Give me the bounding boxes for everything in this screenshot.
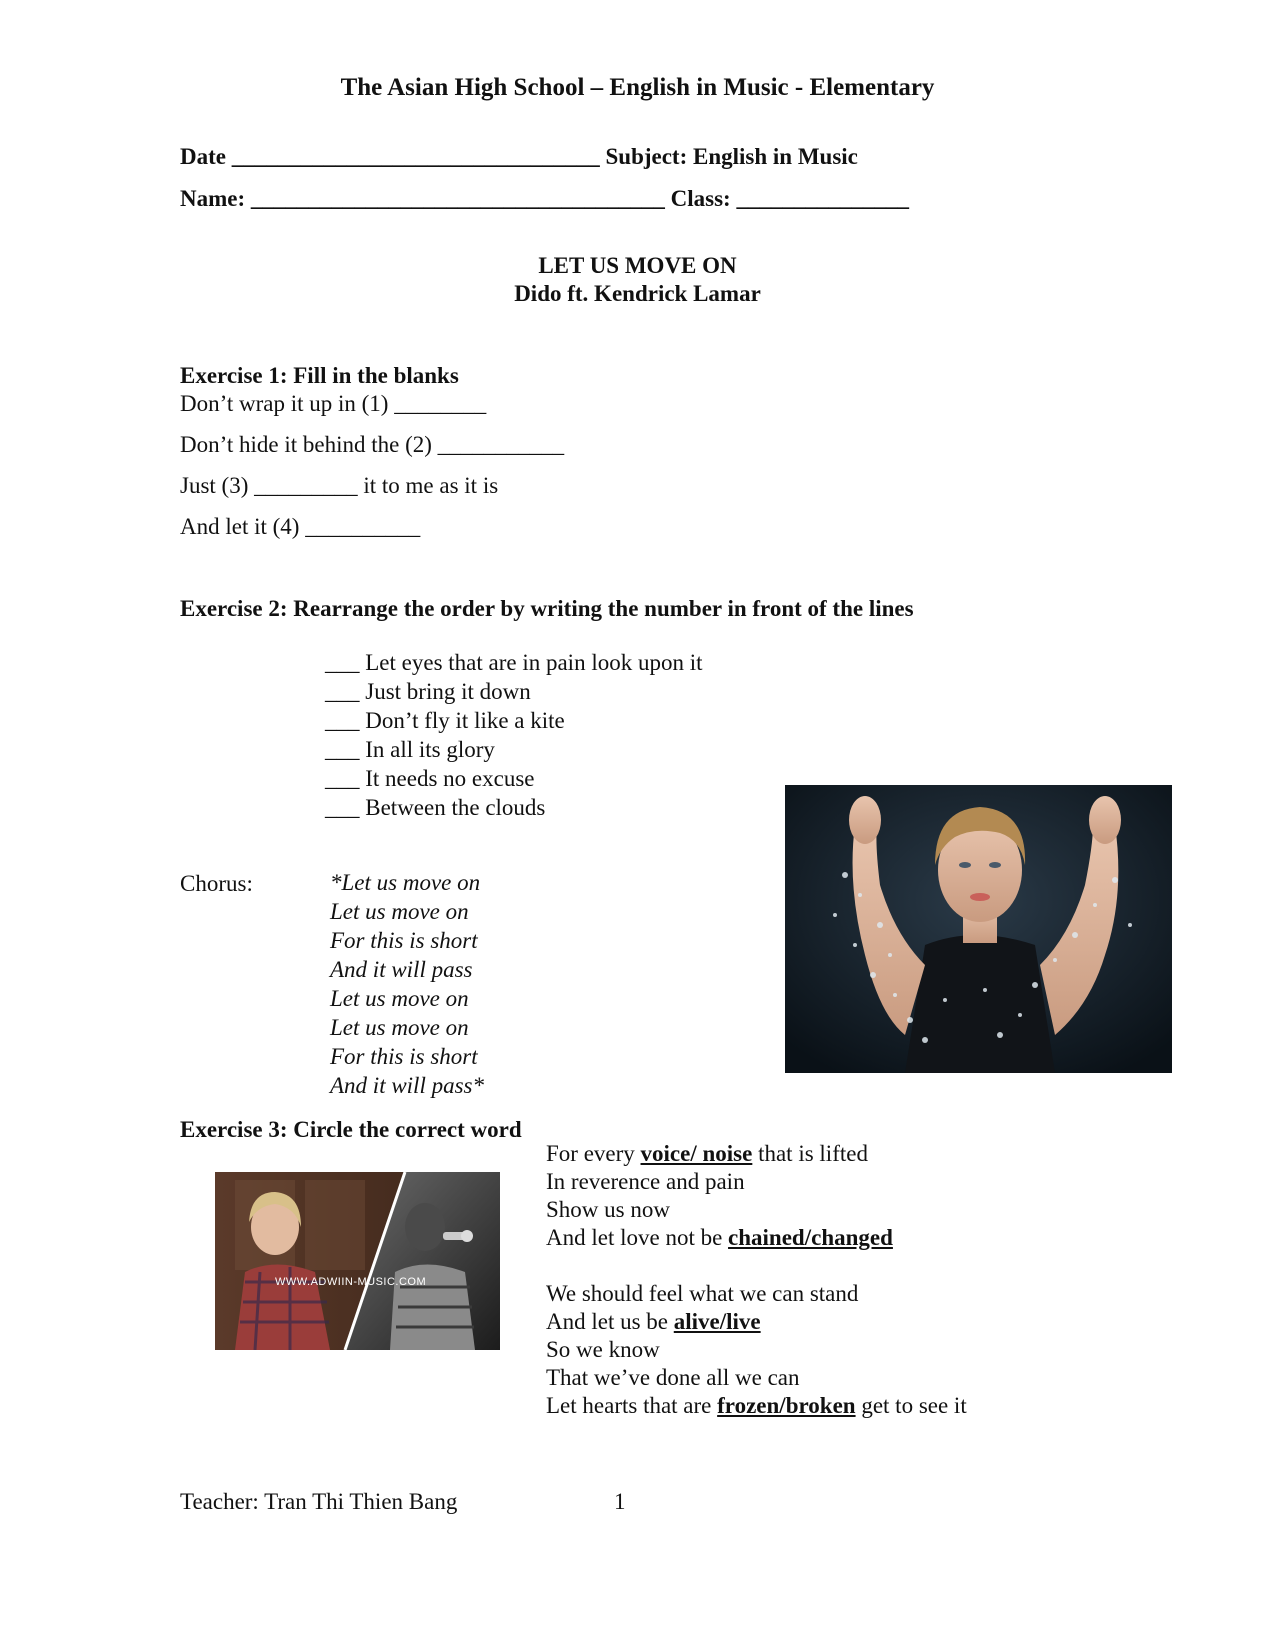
chorus-line: Let us move on xyxy=(330,899,469,924)
exercise3-line: We should feel what we can stand xyxy=(546,1281,859,1306)
exercise1-heading: Exercise 1: Fill in the blanks xyxy=(180,363,459,388)
word-choice[interactable]: chained/changed xyxy=(728,1225,893,1250)
exercise2-line: ___ Between the clouds xyxy=(325,795,546,820)
singer-photo xyxy=(785,785,1172,1073)
exercise3-heading: Exercise 3: Circle the correct word xyxy=(180,1117,522,1142)
photo-watermark: WWW.ADWIIN-MUSIC.COM xyxy=(275,1276,427,1288)
name-blank: ____________________________________ xyxy=(250,186,665,211)
exercise3-line xyxy=(546,1140,967,1168)
exercise1-line-3: Just (3) _________ it to me as it is xyxy=(180,473,499,498)
chorus-line: And it will pass xyxy=(330,957,473,982)
page-number: 1 xyxy=(614,1489,626,1514)
stanza-gap xyxy=(546,1252,967,1280)
exercise2-line: ___ Don’t fly it like a kite xyxy=(325,708,565,733)
lyric-text: get to see it xyxy=(855,1393,967,1418)
exercise2-line: ___ In all its glory xyxy=(325,737,495,762)
chorus-lines xyxy=(330,868,484,1100)
class-label: Class: xyxy=(670,186,731,211)
page-title: The Asian High School – English in Music - Elementary xyxy=(340,74,935,101)
date-blank: ________________________________ xyxy=(231,144,600,169)
word-choice[interactable]: alive/live xyxy=(673,1309,761,1334)
song-artist: Dido ft. Kendrick Lamar xyxy=(514,281,761,306)
footer-teacher: Teacher: Tran Thi Thien Bang xyxy=(180,1489,458,1514)
lyric-text: Let hearts that are xyxy=(546,1393,718,1418)
word-choice[interactable]: frozen/broken xyxy=(717,1393,856,1418)
exercise2-heading: Exercise 2: Rearrange the order by writing the number in front of the lines xyxy=(180,596,914,621)
artists-photo xyxy=(215,1172,500,1350)
chorus-line: Let us move on xyxy=(330,1015,469,1040)
exercise3-line: So we know xyxy=(546,1337,660,1362)
subject-label: Subject: English in Music xyxy=(605,144,858,169)
name-label: Name: xyxy=(180,186,246,211)
date-row xyxy=(180,144,858,170)
exercise3-line: That we’ve done all we can xyxy=(546,1365,800,1390)
chorus-line: And it will pass* xyxy=(330,1073,484,1098)
name-row xyxy=(180,186,909,212)
exercise2-line: ___ Just bring it down xyxy=(325,679,531,704)
exercise3-lyrics xyxy=(546,1140,967,1420)
exercise1-line-4: And let it (4) __________ xyxy=(180,514,421,539)
chorus-line: For this is short xyxy=(330,928,478,953)
exercise2-list xyxy=(325,648,703,822)
exercise1-line-1: Don’t wrap it up in (1) ________ xyxy=(180,391,487,416)
lyric-text: And let love not be xyxy=(546,1225,729,1250)
chorus-line: Let us move on xyxy=(330,986,469,1011)
song-title: LET US MOVE ON xyxy=(538,253,737,278)
exercise3-line xyxy=(546,1224,967,1252)
exercise2-line: ___ It needs no excuse xyxy=(325,766,535,791)
chorus-line: For this is short xyxy=(330,1044,478,1069)
exercise3-line: Show us now xyxy=(546,1197,670,1222)
exercise2-line: ___ Let eyes that are in pain look upon it xyxy=(325,650,703,675)
exercise1-line-2: Don’t hide it behind the (2) ___________ xyxy=(180,432,565,457)
exercise3-line xyxy=(546,1308,967,1336)
chorus-label: Chorus: xyxy=(180,871,253,896)
date-label: Date xyxy=(180,144,226,169)
lyric-text: that is lifted xyxy=(752,1141,868,1166)
exercise3-line xyxy=(546,1392,967,1420)
lyric-text: For every xyxy=(546,1141,641,1166)
exercise3-line: In reverence and pain xyxy=(546,1169,745,1194)
chorus-line: *Let us move on xyxy=(330,870,481,895)
word-choice[interactable]: voice/ noise xyxy=(640,1141,753,1166)
class-blank: _______________ xyxy=(736,186,909,211)
lyric-text: And let us be xyxy=(546,1309,674,1334)
